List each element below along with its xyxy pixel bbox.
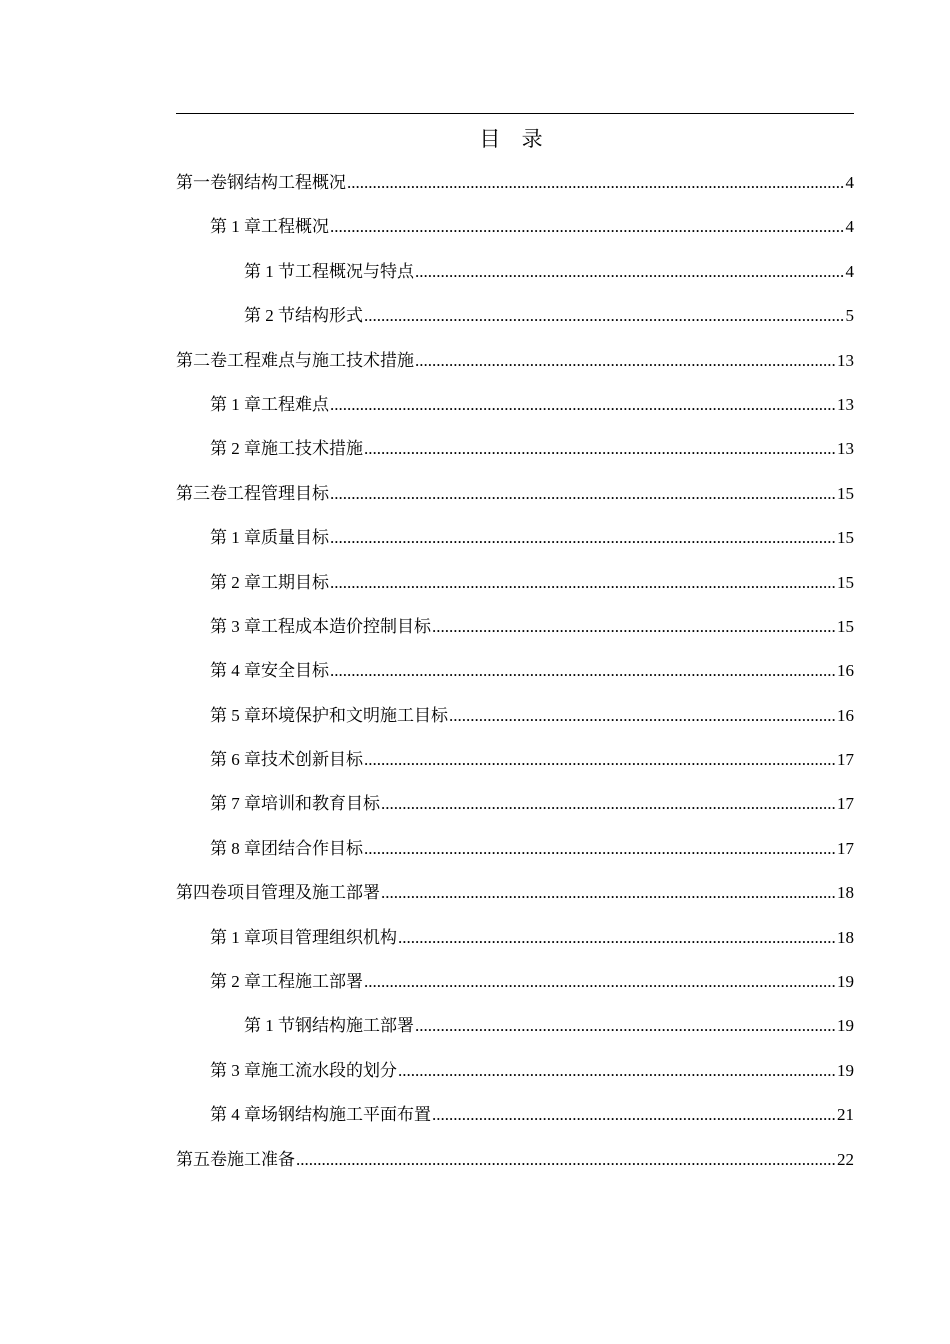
toc-entry-number: 第 7 章 <box>210 794 261 814</box>
toc-dot-leader <box>415 346 836 376</box>
toc-entry-label: 项目管理组织机构 <box>261 927 397 947</box>
toc-entry[interactable] <box>176 568 854 612</box>
toc-entry-number: 第 3 章 <box>210 1060 261 1080</box>
toc-entry-page: 15 <box>837 483 854 503</box>
toc-entry-number: 第 2 节 <box>244 306 295 326</box>
table-of-contents <box>176 168 854 1189</box>
toc-entry-page: 5 <box>845 306 854 326</box>
toc-entry-label: 工程概况 <box>261 217 329 237</box>
toc-entry-label: 场钢结构施工平面布置 <box>261 1105 431 1125</box>
toc-entry-number: 第 2 章 <box>210 572 261 592</box>
header-rule <box>176 113 854 114</box>
toc-entry-page: 4 <box>845 217 854 237</box>
toc-entry-page: 15 <box>837 616 854 636</box>
toc-entry-number: 第 4 章 <box>210 1105 261 1125</box>
toc-entry-page: 21 <box>837 1105 854 1125</box>
toc-entry[interactable] <box>176 301 854 345</box>
toc-dot-leader <box>364 434 836 464</box>
toc-dot-leader <box>432 612 836 642</box>
toc-entry-label: 培训和教育目标 <box>261 794 380 814</box>
toc-entry[interactable] <box>176 212 854 256</box>
toc-dot-leader <box>364 301 845 331</box>
toc-entry-label: 工程施工部署 <box>261 972 363 992</box>
toc-entry-label: 钢结构施工部署 <box>295 1016 414 1036</box>
toc-entry[interactable] <box>176 834 854 878</box>
toc-entry-label: 环境保护和文明施工目标 <box>261 705 448 725</box>
toc-entry-label: 工期目标 <box>261 572 329 592</box>
toc-dot-leader <box>398 1056 836 1086</box>
toc-entry-label: 工程成本造价控制目标 <box>261 616 431 636</box>
toc-entry[interactable] <box>176 612 854 656</box>
toc-entry-label: 质量目标 <box>261 528 329 548</box>
toc-entry-page: 18 <box>837 927 854 947</box>
toc-entry-label: 钢结构工程概况 <box>227 173 346 192</box>
toc-entry-page: 4 <box>845 173 854 192</box>
toc-entry-label: 结构形式 <box>295 306 363 326</box>
toc-entry[interactable] <box>176 257 854 301</box>
toc-entry-label: 工程难点 <box>261 394 329 414</box>
toc-entry-number: 第 2 章 <box>210 439 261 459</box>
toc-dot-leader <box>330 568 836 598</box>
toc-entry-page: 13 <box>837 350 854 370</box>
toc-entry-page: 17 <box>837 838 854 858</box>
toc-entry-page: 17 <box>837 750 854 770</box>
toc-entry-page: 19 <box>837 1060 854 1080</box>
toc-entry-page: 19 <box>837 1016 854 1036</box>
toc-entry[interactable] <box>176 523 854 567</box>
toc-entry-number: 第 4 章 <box>210 661 261 681</box>
toc-dot-leader <box>398 923 836 953</box>
toc-entry-label: 团结合作目标 <box>261 838 363 858</box>
toc-entry-page: 4 <box>845 261 854 281</box>
toc-entry-number: 第 3 章 <box>210 616 261 636</box>
toc-entry[interactable] <box>176 1145 854 1189</box>
toc-entry-page: 16 <box>837 661 854 681</box>
toc-dot-leader <box>381 878 836 908</box>
toc-entry-label: 安全目标 <box>261 661 329 681</box>
toc-entry-label: 施工流水段的划分 <box>261 1060 397 1080</box>
toc-entry-number: 第 1 章 <box>210 528 261 548</box>
toc-entry[interactable] <box>176 656 854 700</box>
toc-dot-leader <box>330 523 836 553</box>
toc-dot-leader <box>330 212 845 242</box>
toc-entry-number: 第四卷 <box>176 883 227 903</box>
toc-dot-leader <box>415 257 845 287</box>
page-title: 目 录 <box>479 127 551 151</box>
toc-entry-page: 15 <box>837 528 854 548</box>
toc-entry-label: 技术创新目标 <box>261 750 363 770</box>
toc-dot-leader <box>364 967 836 997</box>
toc-dot-leader <box>330 479 836 509</box>
toc-entry[interactable] <box>176 1056 854 1100</box>
toc-entry-number: 第 1 节 <box>244 1016 295 1036</box>
toc-dot-leader <box>330 390 836 420</box>
toc-entry[interactable] <box>176 434 854 478</box>
toc-entry-number: 第 2 章 <box>210 972 261 992</box>
toc-entry[interactable] <box>176 1100 854 1144</box>
toc-entry-number: 第 1 章 <box>210 394 261 414</box>
toc-entry[interactable] <box>176 923 854 967</box>
toc-dot-leader <box>364 745 836 775</box>
toc-entry-number: 第 1 章 <box>210 217 261 237</box>
toc-entry-label: 项目管理及施工部署 <box>227 883 380 903</box>
toc-entry-page: 15 <box>837 572 854 592</box>
toc-dot-leader <box>364 834 836 864</box>
toc-entry-label: 工程难点与施工技术措施 <box>227 350 414 370</box>
toc-dot-leader <box>415 1011 836 1041</box>
toc-entry-number: 第 5 章 <box>210 705 261 725</box>
toc-entry[interactable] <box>176 479 854 523</box>
toc-entry-label: 施工技术措施 <box>261 439 363 459</box>
toc-entry-page: 13 <box>837 394 854 414</box>
toc-entry[interactable] <box>176 168 854 212</box>
toc-dot-leader <box>432 1100 836 1130</box>
toc-entry[interactable] <box>176 390 854 434</box>
toc-entry[interactable] <box>176 789 854 833</box>
toc-entry-number: 第 1 章 <box>210 927 261 947</box>
toc-entry-page: 19 <box>837 972 854 992</box>
toc-entry[interactable] <box>176 701 854 745</box>
toc-entry-number: 第 8 章 <box>210 838 261 858</box>
toc-entry-page: 17 <box>837 794 854 814</box>
toc-dot-leader <box>381 789 836 819</box>
toc-entry[interactable] <box>176 745 854 789</box>
toc-entry-page: 18 <box>837 883 854 903</box>
toc-dot-leader <box>296 1145 836 1175</box>
toc-entry-page: 16 <box>837 705 854 725</box>
toc-entry-number: 第 6 章 <box>210 750 261 770</box>
toc-entry-number: 第五卷 <box>176 1149 227 1169</box>
toc-entry-number: 第一卷 <box>176 173 227 192</box>
toc-entry[interactable] <box>176 967 854 1011</box>
toc-entry-number: 第二卷 <box>176 350 227 370</box>
toc-entry-label: 工程管理目标 <box>227 483 329 503</box>
toc-entry[interactable] <box>176 346 854 390</box>
toc-dot-leader <box>330 656 836 686</box>
toc-entry-number: 第三卷 <box>176 483 227 503</box>
toc-entry[interactable] <box>176 878 854 922</box>
toc-entry-page: 13 <box>837 439 854 459</box>
toc-entry-page: 22 <box>837 1149 854 1169</box>
toc-entry-number: 第 1 节 <box>244 261 295 281</box>
toc-dot-leader <box>347 168 845 198</box>
toc-entry-label: 施工准备 <box>227 1149 295 1169</box>
toc-entry[interactable] <box>176 1011 854 1055</box>
toc-dot-leader <box>449 701 836 731</box>
toc-entry-label: 工程概况与特点 <box>295 261 414 281</box>
